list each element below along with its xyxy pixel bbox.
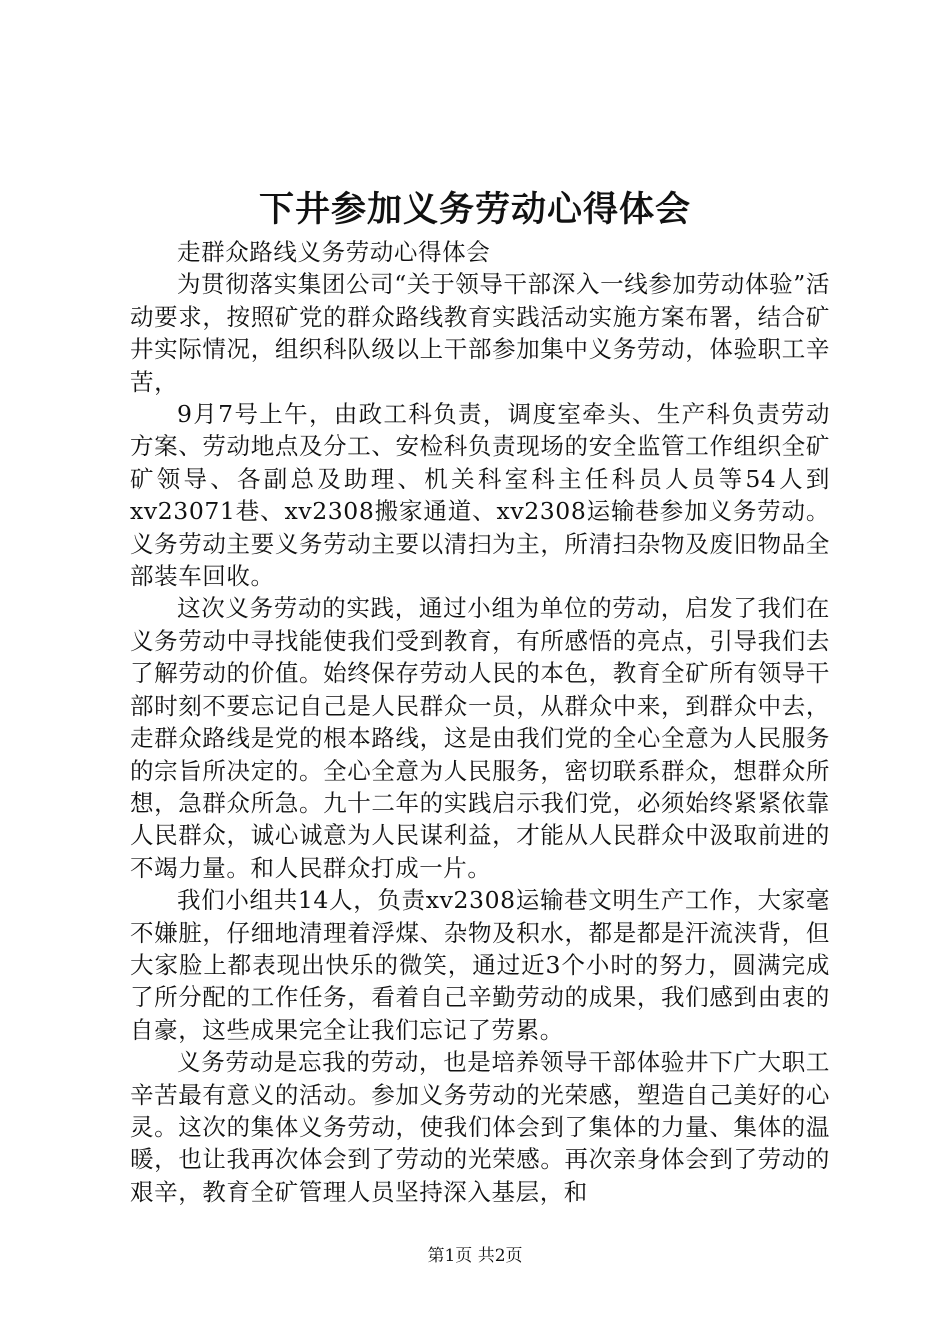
body-paragraph: 我们小组共14人，负责xv2308运输巷文明生产工作，大家毫不嫌脏，仔细地清理着浮煤、杂物及积水，都是都是汗流浃背，但大家脸上都表现出快乐的微笑，通过近3个小时的努力，圆满完成了所分配的工作任务，看着自己辛勤劳动的成果，我们感到由衷的自豪，这些成果完全让我们忘记了劳累。 <box>130 886 830 1044</box>
document-body <box>130 236 830 1208</box>
subtitle-paragraph: 走群众路线义务劳动心得体会 <box>177 238 491 266</box>
body-paragraph: 为贯彻落实集团公司“关于领导干部深入一线参加劳动体验”活动要求，按照矿党的群众路线教育实践活动实施方案布署，结合矿井实际情况，组织科队级以上干部参加集中义务劳动，体验职工辛苦， <box>130 270 830 396</box>
body-paragraph: 义务劳动是忘我的劳动，也是培养领导干部体验井下广大职工辛苦最有意义的活动。参加义务劳动的光荣感，塑造自己美好的心灵。这次的集体义务劳动，使我们体会到了集体的力量、集体的温暖，也让我再次体会到了劳动的光荣感。再次亲身体会到了劳动的艰辛，教育全矿管理人员坚持深入基层，和 <box>130 1048 830 1206</box>
page-footer: 第1页 共2页 <box>427 1246 523 1266</box>
document-title: 下井参加义务劳动心得体会 <box>258 189 691 230</box>
body-paragraph: 9月7号上午，由政工科负责，调度室牵头、生产科负责劳动方案、劳动地点及分工、安检科负责现场的安全监管工作组织全矿矿领导、各副总及助理、机关科室科主任科员人员等54人到xv23071巷、xv2308搬家通道、xv2308运输巷参加义务劳动。义务劳动主要义务劳动主要以清扫为主，所清扫杂物及废旧物品全部装车回收。 <box>130 400 830 591</box>
body-paragraph: 这次义务劳动的实践，通过小组为单位的劳动，启发了我们在义务劳动中寻找能使我们受到教育，有所感悟的亮点，引导我们去了解劳动的价值。始终保存劳动人民的本色，教育全矿所有领导干部时刻不要忘记自己是人民群众一员，从群众中来，到群众中去，走群众路线是党的根本路线，这是由我们党的全心全意为人民服务的宗旨所决定的。全心全意为人民服务，密切联系群众，想群众所想，急群众所急。九十二年的实践启示我们党，必须始终紧紧依靠人民群众，诚心诚意为人民谋利益，才能从人民群众中汲取前进的不竭力量。和人民群众打成一片。 <box>130 594 830 882</box>
